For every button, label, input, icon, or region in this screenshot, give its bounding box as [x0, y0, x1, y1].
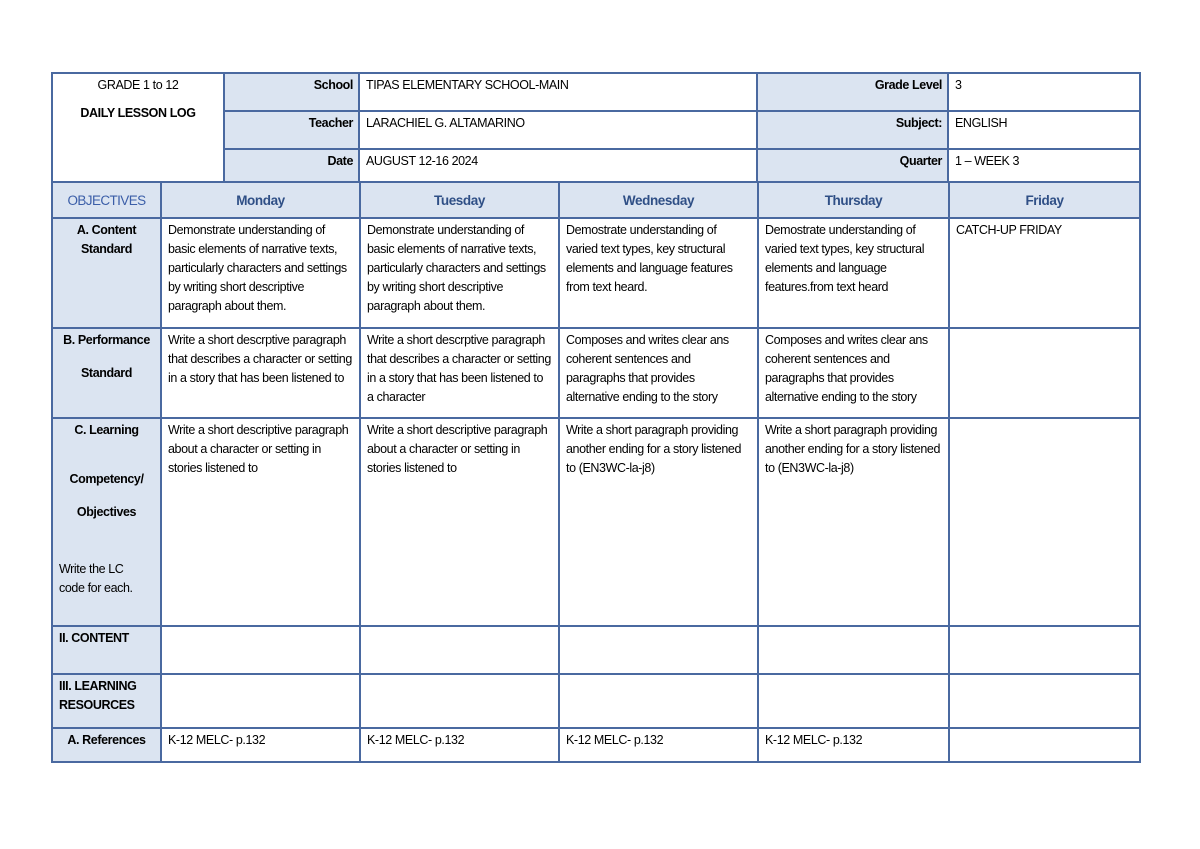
quarter-label: Quarter — [757, 149, 948, 187]
date-label: Date — [224, 149, 359, 187]
learning-resources-label — [52, 674, 161, 728]
teacher-value: LARACHIEL G. ALTAMARINO — [359, 111, 757, 149]
performance-standard-label-line2: Standard — [81, 366, 132, 380]
learning-resources-tuesday — [360, 674, 559, 728]
school-value: TIPAS ELEMENTARY SCHOOL-MAIN — [359, 73, 757, 111]
quarter-value: 1 – WEEK 3 — [948, 149, 1140, 187]
learning-resources-friday — [949, 674, 1140, 728]
learning-competency-monday: Write a short descriptive paragraph about a character or setting in stories listened to — [161, 418, 360, 626]
content-standard-wednesday: Demostrate understanding of varied text types, key structural elements and language features from text heard. — [559, 218, 758, 328]
content-standard-label — [52, 218, 161, 328]
content-standard-friday: CATCH-UP FRIDAY — [949, 218, 1140, 328]
learning-competency-friday — [949, 418, 1140, 626]
learning-competency-label — [52, 418, 161, 626]
grade-level-label: Grade Level — [757, 73, 948, 111]
objectives-heading: OBJECTIVES — [52, 182, 161, 218]
learning-competency-row — [52, 418, 1140, 626]
day-heading-friday: Friday — [949, 182, 1140, 218]
grade-level-value: 3 — [948, 73, 1140, 111]
content-friday — [949, 626, 1140, 674]
learning-resources-label-line2: RESOURCES — [59, 698, 135, 712]
learning-competency-wednesday: Write a short paragraph providing another ending for a story listened to (EN3WC-la-j8) — [559, 418, 758, 626]
subject-label: Subject: — [757, 111, 948, 149]
subject-value: ENGLISH — [948, 111, 1140, 149]
learning-competency-label-line3: Objectives — [76, 505, 137, 519]
content-label: II. CONTENT — [52, 626, 161, 674]
references-wednesday: K-12 MELC- p.132 — [559, 728, 758, 762]
content-standard-label-line1: A. Content — [76, 223, 137, 237]
learning-competency-note-line1: Write the LC — [59, 562, 124, 576]
references-monday: K-12 MELC- p.132 — [161, 728, 360, 762]
content-standard-monday: Demonstrate understanding of basic elements of narrative texts, particularly characters and settings by writing short descriptive paragraph about them. — [161, 218, 360, 328]
learning-resources-monday — [161, 674, 360, 728]
content-standard-row — [52, 218, 1140, 328]
learning-competency-label-line2: Competency/ — [69, 472, 144, 486]
references-label: A. References — [52, 728, 161, 762]
date-value: AUGUST 12-16 2024 — [359, 149, 757, 187]
grade-range: GRADE 1 to 12 — [97, 78, 179, 92]
day-heading-tuesday: Tuesday — [360, 182, 559, 218]
learning-resources-row — [52, 674, 1140, 728]
content-wednesday — [559, 626, 758, 674]
references-thursday: K-12 MELC- p.132 — [758, 728, 949, 762]
learning-competency-thursday: Write a short paragraph providing another ending for a story listened to (EN3WC-la-j8) — [758, 418, 949, 626]
header-table — [51, 72, 1141, 188]
references-tuesday: K-12 MELC- p.132 — [360, 728, 559, 762]
content-tuesday — [360, 626, 559, 674]
day-heading-monday: Monday — [161, 182, 360, 218]
header-title-cell — [52, 73, 224, 187]
day-heading-wednesday: Wednesday — [559, 182, 758, 218]
learning-resources-label-line1: III. LEARNING — [59, 679, 137, 693]
teacher-label: Teacher — [224, 111, 359, 149]
learning-competency-tuesday: Write a short descriptive paragraph about a character or setting in stories listened to — [360, 418, 559, 626]
performance-standard-thursday: Composes and writes clear ans coherent sentences and paragraphs that provides alternative ending to the story — [758, 328, 949, 418]
performance-standard-wednesday: Composes and writes clear ans coherent sentences and paragraphs that provides alternative ending to the story — [559, 328, 758, 418]
content-standard-label-line2: Standard — [81, 242, 132, 256]
lesson-log-table — [51, 181, 1141, 763]
performance-standard-label-line1: B. Performance — [63, 333, 150, 347]
learning-resources-thursday — [758, 674, 949, 728]
performance-standard-row — [52, 328, 1140, 418]
learning-resources-wednesday — [559, 674, 758, 728]
performance-standard-tuesday: Write a short descrptive paragraph that describes a character or setting in a story that has been listened to a character — [360, 328, 559, 418]
content-standard-thursday: Demostrate understanding of varied text types, key structural elements and language features.from text heard — [758, 218, 949, 328]
performance-standard-label — [52, 328, 161, 418]
day-header-row — [52, 182, 1140, 218]
content-row — [52, 626, 1140, 674]
performance-standard-friday — [949, 328, 1140, 418]
learning-competency-label-line1: C. Learning — [74, 423, 139, 437]
performance-standard-monday: Write a short descrptive paragraph that describes a character or setting in a story that has been listened to — [161, 328, 360, 418]
document-title: DAILY LESSON LOG — [80, 106, 196, 120]
content-monday — [161, 626, 360, 674]
school-label: School — [224, 73, 359, 111]
content-thursday — [758, 626, 949, 674]
day-heading-thursday: Thursday — [758, 182, 949, 218]
references-friday — [949, 728, 1140, 762]
content-standard-tuesday: Demonstrate understanding of basic elements of narrative texts, particularly characters and settings by writing short descriptive paragraph about them. — [360, 218, 559, 328]
learning-competency-note-line2: code for each. — [59, 581, 133, 595]
references-row — [52, 728, 1140, 762]
